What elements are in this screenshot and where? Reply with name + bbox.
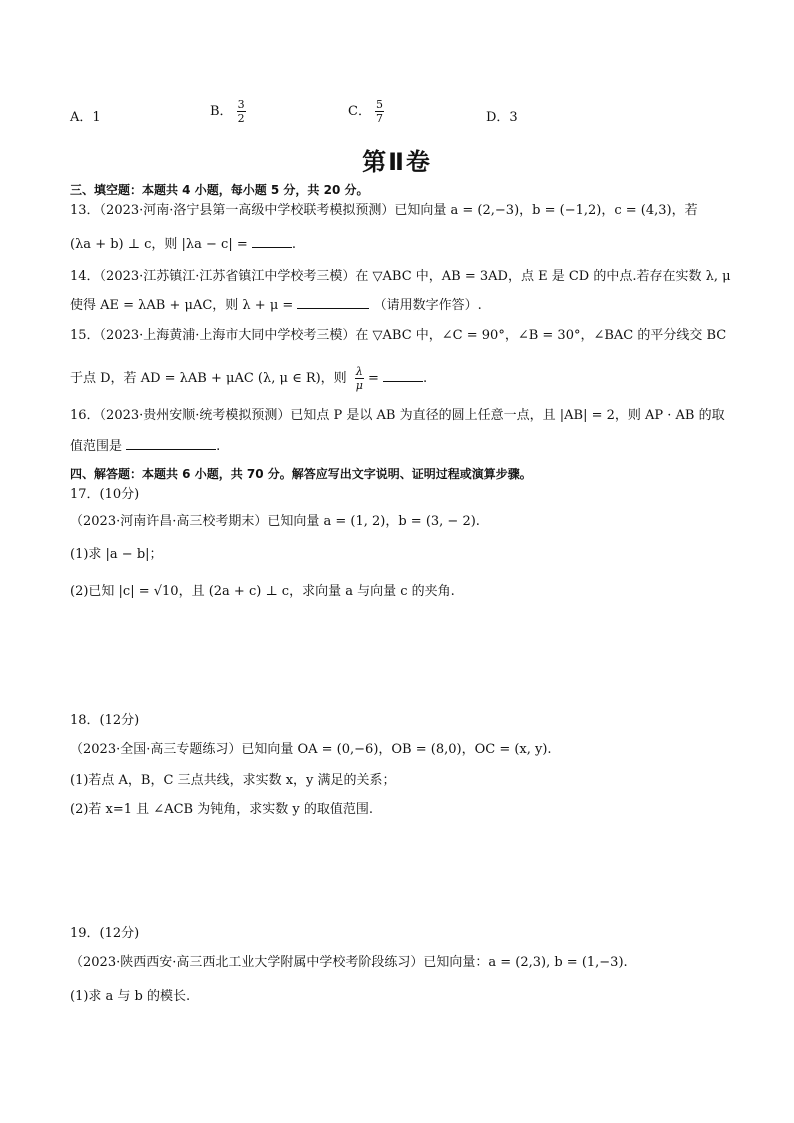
option-b-fraction: $\frac{3}{2}$ bbox=[237, 98, 245, 125]
part3-heading: 三、填空题：本题共 4 小题，每小题 5 分，共 20 分。 bbox=[70, 183, 369, 197]
q14-line1: 14．（2023·江苏镇江·江苏省镇江中学校考三模）在 ▽ABC 中，AB = 3AD，点 E 是 CD 的中点.若存在实数 λ, μ bbox=[70, 269, 731, 284]
option-d: D．3 bbox=[486, 110, 518, 125]
q13-line2-text: (λa + b) ⊥ c，则 |λa − c| = bbox=[70, 237, 248, 252]
q17-part1: (1)求 |a − b|； bbox=[70, 547, 163, 562]
q15-line1: 15．（2023·上海黄浦·上海市大同中学校考三模）在 ▽ABC 中，∠C = 90°，∠B = 30°，∠BAC 的平分线交 BC bbox=[70, 328, 727, 343]
q17-part2: (2)已知 |c| = √10，且 (2a + c) ⊥ c，求向量 a 与向量 c 的夹角. bbox=[70, 584, 455, 599]
q16-line1: 16．（2023·贵州安顺·统考模拟预测）已知点 P 是以 AB 为直径的圆上任意一点，且 |AB| = 2，则 AP · AB 的取 bbox=[70, 408, 725, 423]
option-a: A．1 bbox=[70, 110, 101, 125]
q13-line1: 13．（2023·河南·洛宁县第一高级中学校联考模拟预测）已知向量 a = (2,−3)，b = (−1,2)，c = (4,3)，若 bbox=[70, 203, 698, 218]
q18-part2: (2)若 x=1 且 ∠ACB 为钝角，求实数 y 的取值范围. bbox=[70, 802, 373, 817]
q17-stem: （2023·河南许昌·高三校考期末）已知向量 a = (1, 2)，b = (3, − 2). bbox=[70, 514, 480, 529]
q18-number: 18．(12分) bbox=[70, 713, 140, 728]
q19-part1: (1)求 a 与 b 的模长. bbox=[70, 989, 191, 1004]
q17-number: 17．(10分) bbox=[70, 487, 140, 502]
option-b bbox=[210, 98, 246, 125]
part4-heading: 四、解答题：本题共 6 小题，共 70 分。解答应写出文字说明、证明过程或演算步骤。 bbox=[70, 467, 532, 481]
q15-answer-blank bbox=[383, 369, 423, 382]
q15-line2: 于点 D，若 AD = λAB + μAC (λ, μ ∈ R)，则 $\frac{\lambda}{\mu}$ = . bbox=[70, 365, 428, 392]
q14-line2 bbox=[70, 296, 482, 315]
section-title: 第Ⅱ卷 bbox=[362, 148, 432, 176]
q14-answer-blank bbox=[297, 296, 369, 309]
q15-fraction: $\frac{\lambda}{\mu}$ bbox=[355, 365, 363, 392]
option-c-label: C． bbox=[348, 104, 371, 119]
q14-line2-text: 使得 AE = λAB + μAC，则 λ + μ = bbox=[70, 298, 294, 313]
q19-number: 19．(12分) bbox=[70, 926, 140, 941]
q13-answer-blank bbox=[252, 235, 292, 248]
option-c-fraction: $\frac{5}{7}$ bbox=[375, 98, 383, 125]
q19-stem: （2023·陕西西安·高三西北工业大学附属中学校考阶段练习）已知向量：a = (2,3), b = (1,−3). bbox=[70, 955, 628, 970]
q18-stem: （2023·全国·高三专题练习）已知向量 OA = (0,−6)，OB = (8,0)，OC = (x, y). bbox=[70, 742, 552, 757]
q16-line2-text: 值范围是 bbox=[70, 439, 123, 454]
option-c bbox=[348, 98, 384, 125]
q15-line2-text: 于点 D，若 AD = λAB + μAC (λ, μ ∈ R)，则 bbox=[70, 371, 347, 386]
q15-line2-tail: = bbox=[367, 371, 379, 386]
q13-line2: (λa + b) ⊥ c，则 |λa − c| = . bbox=[70, 237, 297, 252]
option-b-label: B． bbox=[210, 104, 233, 119]
q18-part1: (1)若点 A，B，C 三点共线，求实数 x，y 满足的关系； bbox=[70, 773, 396, 788]
q16-answer-blank bbox=[126, 437, 216, 450]
q16-line2: 值范围是 . bbox=[70, 439, 221, 454]
q14-line2-tail: （请用数字作答）. bbox=[373, 298, 482, 313]
